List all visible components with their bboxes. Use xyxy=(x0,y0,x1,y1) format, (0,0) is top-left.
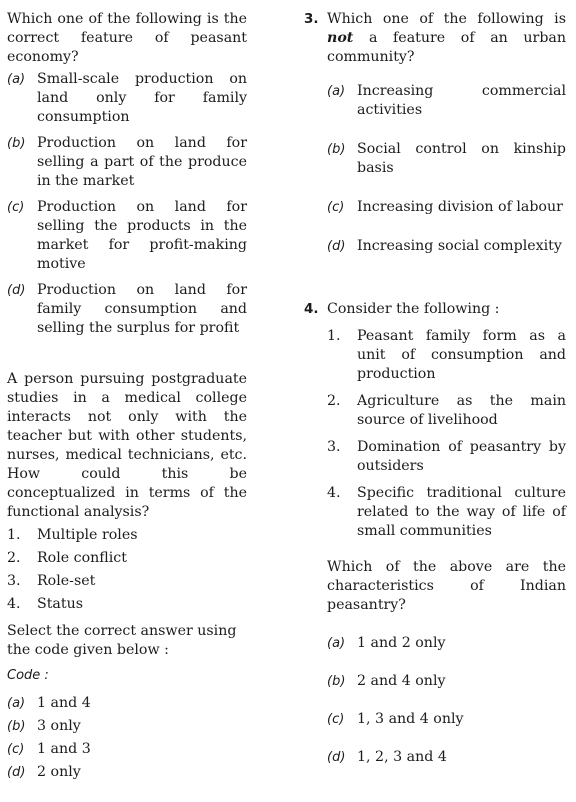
item-number: 4. xyxy=(327,485,341,501)
left-column xyxy=(7,10,247,782)
option-label: (b) xyxy=(327,142,346,157)
option-label: (d) xyxy=(327,750,346,765)
option-label: (a) xyxy=(7,72,26,87)
item-text: Agriculture as the main source of livelihood xyxy=(357,393,566,428)
question-text: A person pursuing postgraduate studies in a medical college interacts not only with the teacher but with other students, nurses, medical technicians, etc. How could this be conceptualized in terms of the functional analysis? xyxy=(7,371,247,520)
item-number: 2. xyxy=(7,550,21,566)
question-text-part: a feature of an urban community? xyxy=(327,30,566,65)
option-text: 2 only xyxy=(37,764,81,780)
item-number: 2. xyxy=(327,393,341,409)
option-text: 1 and 4 xyxy=(37,695,91,711)
answer-option[interactable] xyxy=(327,710,566,729)
answer-option[interactable] xyxy=(7,70,247,127)
option-text: Increasing division of labour xyxy=(357,199,563,215)
option-label: (d) xyxy=(7,765,26,780)
question-text: Consider the following : xyxy=(327,301,500,317)
answer-option[interactable] xyxy=(327,82,566,120)
list-item xyxy=(7,572,247,591)
item-number: 1. xyxy=(7,527,21,543)
answer-option[interactable] xyxy=(327,672,566,691)
answer-option[interactable] xyxy=(7,717,247,736)
item-number: 3. xyxy=(327,439,341,455)
option-text: Production on land for selling a part of the produce in the market xyxy=(37,135,247,189)
answer-option[interactable] xyxy=(7,281,247,338)
option-label: (c) xyxy=(327,712,345,727)
emphasis-not: not xyxy=(327,30,354,46)
option-text: Increasing commercial activities xyxy=(357,83,566,118)
list-item xyxy=(7,549,247,568)
question-text-part: Which one of the following is xyxy=(327,11,566,27)
list-item xyxy=(7,595,247,614)
item-number: 3. xyxy=(7,573,21,589)
answer-option[interactable] xyxy=(7,740,247,759)
item-text: Domination of peasantry by outsiders xyxy=(357,439,566,474)
list-item xyxy=(7,526,247,545)
question-4 xyxy=(304,300,566,319)
option-label: (c) xyxy=(7,742,25,757)
answer-option[interactable] xyxy=(327,634,566,653)
answer-option[interactable] xyxy=(7,134,247,191)
option-text: Social control on kinship basis xyxy=(357,141,566,176)
option-text: Small-scale production on land only for family consumption xyxy=(37,71,247,125)
option-text: 1 and 3 xyxy=(37,741,91,757)
list-item xyxy=(327,392,566,430)
question-number: 3. xyxy=(304,11,319,27)
option-label: (d) xyxy=(7,283,26,298)
option-text: Increasing social complexity xyxy=(357,238,562,254)
question-text xyxy=(327,10,566,67)
list-item xyxy=(327,484,566,541)
option-text: 1, 3 and 4 only xyxy=(357,711,464,727)
option-label: (b) xyxy=(7,719,26,734)
question-number: 4. xyxy=(304,301,319,317)
question-text: Which one of the following is the correct feature of peasant economy? xyxy=(7,11,247,65)
question-text: Which of the above are the characteristics of Indian peasantry? xyxy=(327,559,566,613)
code-label: Code : xyxy=(7,668,49,683)
item-text: Role-set xyxy=(37,573,96,589)
option-text: Production on land for selling the products in the market for profit-making motive xyxy=(37,199,247,272)
option-label: (a) xyxy=(7,696,26,711)
question-3 xyxy=(304,10,566,67)
option-label: (a) xyxy=(327,84,346,99)
answer-option[interactable] xyxy=(327,748,566,767)
list-item xyxy=(327,438,566,476)
answer-option[interactable] xyxy=(327,140,566,178)
item-text: Status xyxy=(37,596,83,612)
item-number: 1. xyxy=(327,328,341,344)
answer-option[interactable] xyxy=(7,694,247,713)
answer-option[interactable] xyxy=(327,237,566,256)
item-text: Peasant family form as a unit of consumption and production xyxy=(357,328,566,382)
option-label: (c) xyxy=(327,200,345,215)
option-text: 1, 2, 3 and 4 xyxy=(357,749,447,765)
option-label: (b) xyxy=(327,674,346,689)
option-label: (a) xyxy=(327,636,346,651)
list-item xyxy=(327,327,566,384)
instruction-text: Select the correct answer using the code given below : xyxy=(7,623,237,658)
option-label: (b) xyxy=(7,136,26,151)
item-text: Specific traditional culture related to the way of life of small communities xyxy=(357,485,566,539)
item-number: 4. xyxy=(7,596,21,612)
option-text: 2 and 4 only xyxy=(357,673,446,689)
right-column xyxy=(304,10,566,767)
answer-option[interactable] xyxy=(7,198,247,274)
answer-option[interactable] xyxy=(327,198,566,217)
option-label: (c) xyxy=(7,200,25,215)
item-text: Multiple roles xyxy=(37,527,138,543)
option-text: Production on land for family consumption and selling the surplus for profit xyxy=(37,282,247,336)
item-text: Role conflict xyxy=(37,550,127,566)
option-text: 3 only xyxy=(37,718,81,734)
option-text: 1 and 2 only xyxy=(357,635,446,651)
option-label: (d) xyxy=(327,239,346,254)
answer-option[interactable] xyxy=(7,763,247,782)
